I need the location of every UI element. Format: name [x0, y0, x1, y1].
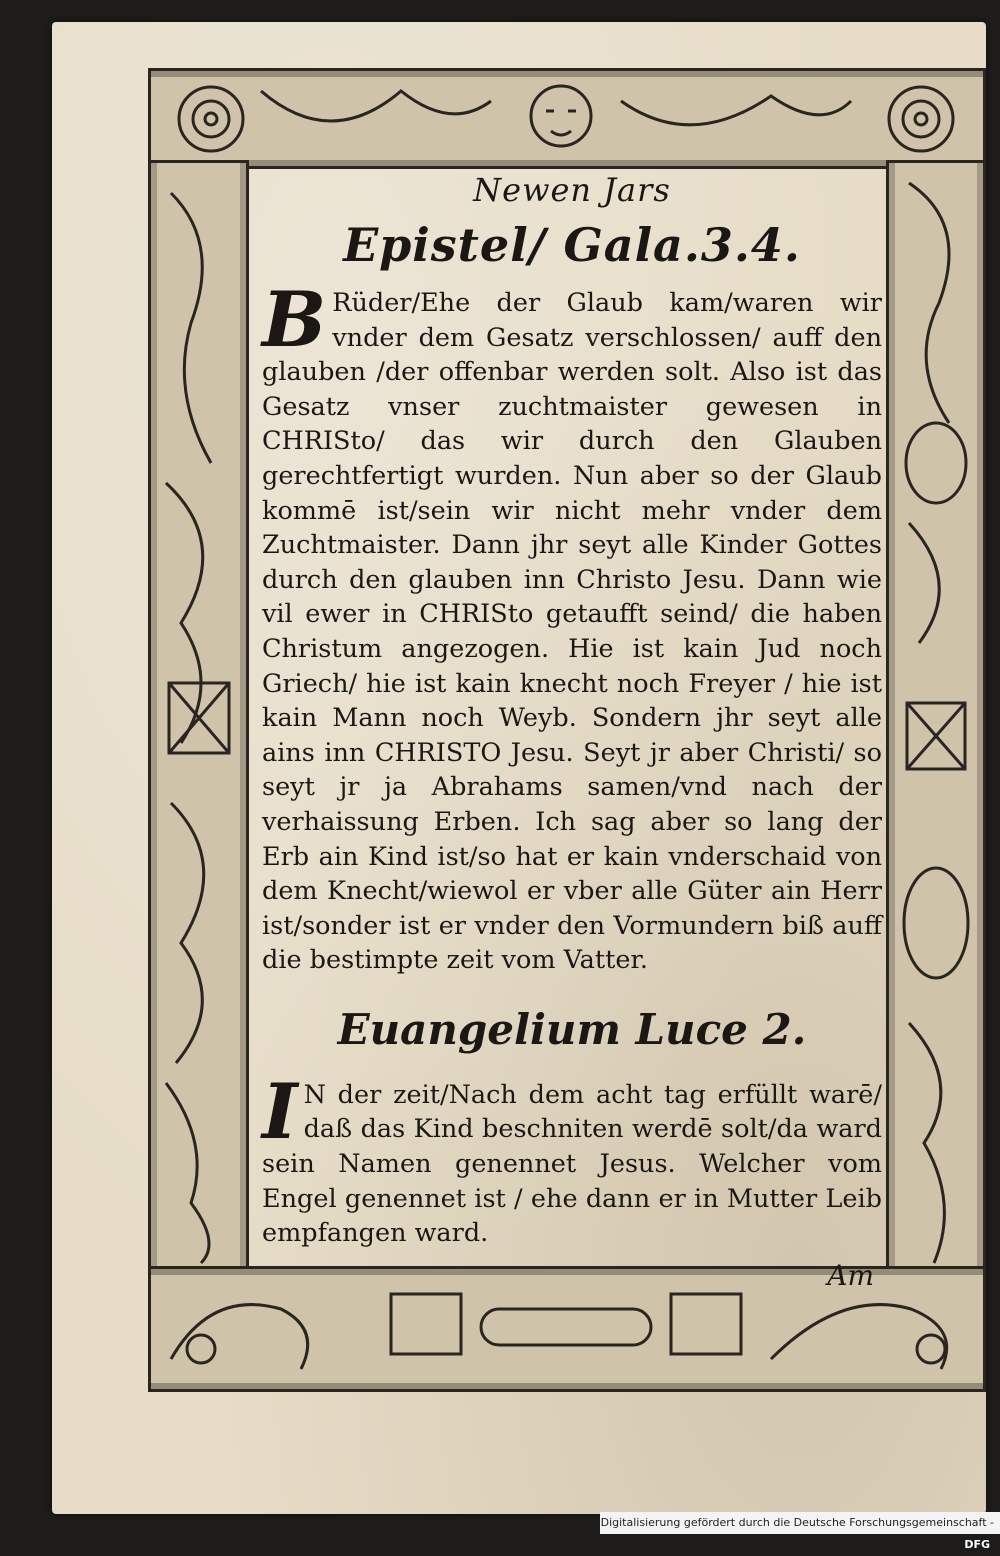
woodcut-border-top [148, 68, 986, 169]
ornament-column-icon [889, 163, 983, 1273]
catchword: Am [827, 1258, 874, 1292]
page-text-block [262, 170, 882, 1292]
ornament-scroll-icon [151, 71, 983, 166]
gospel-dropcap: I [262, 1066, 298, 1156]
gospel-paragraph [262, 1066, 882, 1251]
running-header: Newen Jars [473, 171, 671, 209]
digitization-credit-bar [600, 1512, 1000, 1551]
epistle-title: Epistel/ Gala.3.4. [343, 218, 801, 272]
epistle-text: Rüder/Ehe der Glaub kam/waren wir vnder dem Gesatz verschlossen/ auff den glauben /der offenbar werden solt. Also ist das Gesatz vnser zuchtmaister gewesen in CHRISto/ das wir durch den Glauben gerechtfertigt wurden. Nun aber so der Glaub kommē ist/sein wir nicht mehr vnder dem Zuchtmaister. Dann jhr seyt alle Kinder Gottes durch den glauben inn Christo Jesu. Dann wie vil ewer in CHRISto getaufft seind/ die haben Christum angezogen. Hie ist kain Jud noch Griech/ hie ist kain knecht noch Freyer / hie ist kain Mann noch Weyb. Sondern jhr seyt alle ains inn CHRISTO Jesu. Seyt jr aber Christi/ so seyt jr ja Abrahams samen/vnd nach der verhaissung Erben. Ich sag aber so lang der Erb ain Kind ist/so hat er kain vnderschaid von dem Knecht/wiewol er vber alle Güter ain Herr ist/sonder ist er vnder den Vormundern biß auff die bestimpte zeit vom Vatter. [262, 288, 882, 976]
dfg-logo: DFG [960, 1537, 994, 1553]
epistle-dropcap: B [262, 275, 327, 364]
woodcut-border-right [886, 160, 986, 1276]
gospel-title: Euangelium Luce 2. [337, 1004, 807, 1054]
gospel-text: N der zeit/Nach dem acht tag erfüllt warē/ daß das Kind beschniten werdē solt/da ward sein Namen genennet Jesus. Welcher vom Engel genennet ist / ehe dann er in Mutter Leib empfangen ward. [262, 1079, 882, 1249]
ornament-column-icon [151, 163, 246, 1273]
digitization-credit: Digitalisierung gefördert durch die Deutsche Forschungsgemeinschaft - [600, 1516, 994, 1529]
epistle-paragraph [262, 275, 882, 978]
woodcut-border-left [148, 160, 249, 1276]
